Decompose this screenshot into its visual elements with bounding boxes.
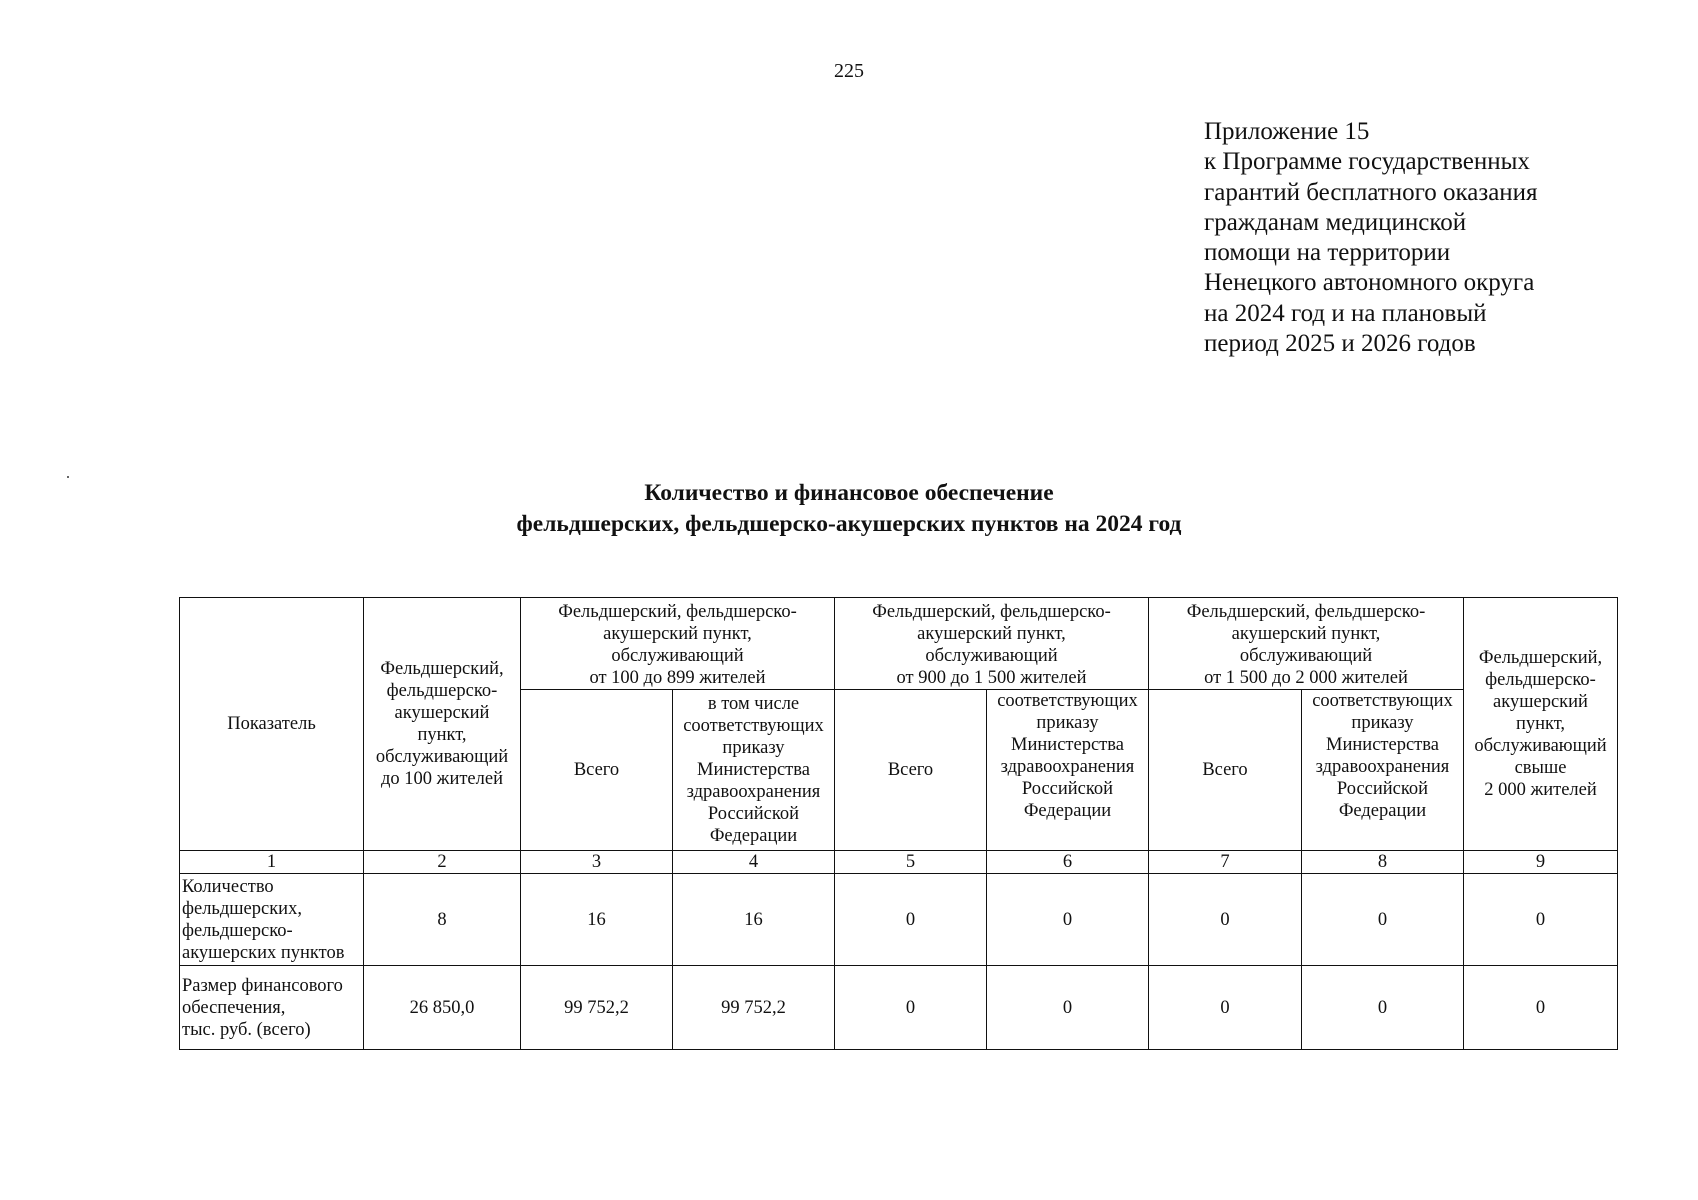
row-label: Количество фельдшерских, фельдшерско- акушерских пунктов bbox=[180, 874, 364, 966]
appendix-line: Ненецкого автономного округа bbox=[1204, 269, 1535, 297]
cell-value: 0 bbox=[1464, 874, 1618, 966]
column-number: 1 bbox=[180, 851, 364, 874]
appendix-line: на 2024 год и на плановый bbox=[1204, 299, 1487, 327]
column-number: 3 bbox=[521, 851, 673, 874]
column-number: 9 bbox=[1464, 851, 1618, 874]
appendix-line: к Программе государственных bbox=[1204, 148, 1530, 176]
column-number: 2 bbox=[364, 851, 521, 874]
header-indicator: Показатель bbox=[180, 598, 364, 851]
column-number: 7 bbox=[1149, 851, 1302, 874]
funding-table bbox=[179, 597, 1618, 1050]
table-row bbox=[180, 874, 1618, 966]
appendix-note bbox=[1204, 117, 1674, 359]
cell-value: 99 752,2 bbox=[521, 966, 673, 1050]
header-over-2000: Фельдшерский, фельдшерско- акушерский пункт, обслуживающий свыше 2 000 жителей bbox=[1464, 598, 1618, 851]
header-group-900-1500: Фельдшерский, фельдшерско- акушерский пункт, обслуживающий от 900 до 1 500 жителей bbox=[835, 598, 1149, 690]
cell-value: 0 bbox=[1149, 966, 1302, 1050]
cell-value: 0 bbox=[987, 874, 1149, 966]
header-compliant: соответствующих приказу Министерства здравоохранения Российской Федерации bbox=[987, 690, 1149, 851]
header-incl-compliant: в том числе соответствующих приказу Министерства здравоохранения Российской Федерации bbox=[673, 690, 835, 851]
column-number: 4 bbox=[673, 851, 835, 874]
table-row bbox=[180, 966, 1618, 1050]
appendix-line: помощи на территории bbox=[1204, 239, 1451, 267]
header-up-to-100: Фельдшерский, фельдшерско- акушерский пункт, обслуживающий до 100 жителей bbox=[364, 598, 521, 851]
cell-value: 0 bbox=[1302, 874, 1464, 966]
cell-value: 8 bbox=[364, 874, 521, 966]
cell-value: 0 bbox=[987, 966, 1149, 1050]
document-title-line-1: Количество и финансовое обеспечение bbox=[644, 480, 1054, 506]
column-number: 8 bbox=[1302, 851, 1464, 874]
appendix-line: гарантий бесплатного оказания bbox=[1204, 178, 1538, 206]
cell-value: 0 bbox=[835, 966, 987, 1050]
appendix-line: период 2025 и 2026 годов bbox=[1204, 330, 1476, 358]
cell-value: 0 bbox=[835, 874, 987, 966]
header-group-1500-2000: Фельдшерский, фельдшерско- акушерский пункт, обслуживающий от 1 500 до 2 000 жителей bbox=[1149, 598, 1464, 690]
cell-value: 99 752,2 bbox=[673, 966, 835, 1050]
row-label: Размер финансового обеспечения, тыс. руб. (всего) bbox=[180, 966, 364, 1050]
header-compliant: соответствующих приказу Министерства здравоохранения Российской Федерации bbox=[1302, 690, 1464, 851]
header-group-100-899: Фельдшерский, фельдшерско- акушерский пункт, обслуживающий от 100 до 899 жителей bbox=[521, 598, 835, 690]
cell-value: 16 bbox=[673, 874, 835, 966]
column-number-row bbox=[180, 851, 1618, 874]
cell-value: 0 bbox=[1302, 966, 1464, 1050]
document-title-line-2: фельдшерских, фельдшерско-акушерских пунктов на 2024 год bbox=[516, 511, 1182, 537]
column-number: 5 bbox=[835, 851, 987, 874]
appendix-line: Приложение 15 bbox=[1204, 118, 1370, 145]
cell-value: 16 bbox=[521, 874, 673, 966]
header-total: Всего bbox=[521, 690, 673, 851]
header-total: Всего bbox=[835, 690, 987, 851]
cell-value: 0 bbox=[1149, 874, 1302, 966]
cell-value: 26 850,0 bbox=[364, 966, 521, 1050]
page-number: 225 bbox=[834, 60, 864, 82]
column-number: 6 bbox=[987, 851, 1149, 874]
appendix-line: гражданам медицинской bbox=[1204, 208, 1467, 236]
header-total: Всего bbox=[1149, 690, 1302, 851]
cell-value: 0 bbox=[1464, 966, 1618, 1050]
